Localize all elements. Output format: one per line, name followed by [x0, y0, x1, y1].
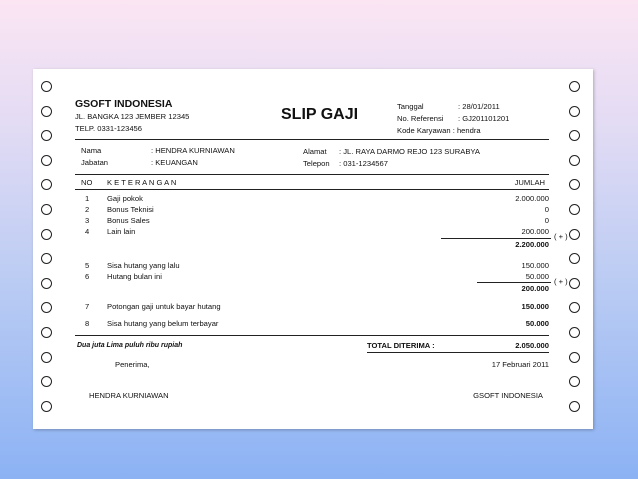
- punch-hole-icon: [569, 106, 580, 117]
- punch-hole-icon: [569, 327, 580, 338]
- alamat-label: Alamat: [303, 147, 327, 156]
- row-8-amount: 50.000: [525, 319, 549, 328]
- total-underline: [367, 352, 549, 353]
- total-label: TOTAL DITERIMA :: [367, 341, 435, 350]
- row-3-no: 3: [85, 216, 90, 225]
- row-5-label: Sisa hutang yang lalu: [107, 261, 180, 270]
- col-jumlah-text: JUMLAH: [514, 178, 545, 187]
- income-plus-mark: ( + ): [554, 232, 568, 241]
- penerima-name: HENDRA KURNIAWAN: [89, 391, 169, 400]
- punch-hole-icon: [41, 155, 52, 166]
- row-5-amount: 150.000: [521, 261, 549, 270]
- header-divider: [75, 139, 549, 140]
- row-3-amount: 0: [544, 216, 549, 225]
- row-8-label: Sisa hutang yang belum terbayar: [107, 319, 219, 328]
- punch-hole-icon: [41, 81, 52, 92]
- row-6-no: 6: [85, 272, 90, 281]
- sign-date: 17 Februari 2011: [491, 360, 549, 369]
- col-no-header: NO: [81, 178, 93, 187]
- punch-hole-icon: [41, 106, 52, 117]
- table-header-rule: [75, 189, 549, 190]
- telepon-label: Telepon: [303, 159, 330, 168]
- company-name: GSOFT INDONESIA: [75, 98, 173, 110]
- punch-hole-icon: [41, 253, 52, 264]
- punch-hole-icon: [41, 327, 52, 338]
- punch-hole-icon: [569, 376, 580, 387]
- row-7-no: 7: [85, 302, 90, 311]
- punch-hole-icon: [569, 155, 580, 166]
- company-address: JL. BANGKA 123 JEMBER 12345: [75, 112, 190, 121]
- company-signature: GSOFT INDONESIA: [473, 391, 543, 400]
- tanggal-value: : 28/01/2011: [458, 102, 500, 111]
- punch-hole-icon: [41, 302, 52, 313]
- punch-hole-icon: [569, 130, 580, 141]
- total-value: 2.050.000: [515, 341, 549, 350]
- row-2-amount: 0: [544, 205, 549, 214]
- row-7-amount: 150.000: [521, 302, 549, 311]
- punch-hole-icon: [41, 278, 52, 289]
- penerima-label: Penerima,: [115, 360, 150, 369]
- punch-hole-icon: [569, 401, 580, 412]
- company-phone: TELP. 0331-123456: [75, 124, 142, 133]
- punch-hole-icon: [569, 352, 580, 363]
- punch-hole-icon: [569, 253, 580, 264]
- tanggal-label: Tanggal: [397, 102, 424, 111]
- income-sum-rule: [441, 238, 551, 239]
- row-7-label: Potongan gaji untuk bayar hutang: [107, 302, 221, 311]
- alamat-value: : JL. RAYA DARMO REJO 123 SURABYA: [339, 147, 480, 156]
- punch-hole-icon: [41, 376, 52, 387]
- row-2-label: Bonus Teknisi: [107, 205, 154, 214]
- punch-hole-icon: [41, 352, 52, 363]
- slip-title: SLIP GAJI: [281, 106, 359, 123]
- punch-hole-icon: [41, 401, 52, 412]
- table-top-rule: [75, 174, 549, 175]
- row-1-no: 1: [85, 194, 90, 203]
- punch-hole-icon: [569, 81, 580, 92]
- punch-hole-icon: [569, 204, 580, 215]
- row-4-label: Lain lain: [107, 227, 136, 236]
- table-bottom-rule: [75, 335, 549, 336]
- debt-total: 200.000: [521, 284, 549, 293]
- salary-slip-paper: [33, 69, 593, 429]
- debt-plus-mark: ( + ): [554, 277, 568, 286]
- debt-sum-rule: [477, 282, 551, 283]
- terbilang-text: Dua juta Lima puluh ribu rupiah: [77, 342, 183, 349]
- income-total: 2.200.000: [515, 240, 549, 249]
- punch-hole-icon: [41, 130, 52, 141]
- row-5-no: 5: [85, 261, 90, 270]
- row-1-label: Gaji pokok: [107, 194, 143, 203]
- row-8-no: 8: [85, 319, 90, 328]
- row-3-label: Bonus Sales: [107, 216, 150, 225]
- punch-hole-icon: [569, 179, 580, 190]
- row-6-amount: 50.000: [525, 272, 549, 281]
- row-1-amount: 2.000.000: [515, 194, 549, 203]
- row-2-no: 2: [85, 205, 90, 214]
- punch-hole-icon: [569, 229, 580, 240]
- punch-hole-icon: [569, 302, 580, 313]
- nama-label: Nama: [81, 146, 102, 155]
- row-4-no: 4: [85, 227, 90, 236]
- punch-hole-icon: [569, 278, 580, 289]
- ref-value: : GJ201101201: [458, 114, 510, 123]
- punch-hole-icon: [41, 229, 52, 240]
- nama-value: : HENDRA KURNIAWAN: [151, 146, 235, 155]
- kode-karyawan: Kode Karyawan : hendra: [397, 126, 481, 135]
- punch-hole-icon: [41, 179, 52, 190]
- row-6-label: Hutang bulan ini: [107, 272, 162, 281]
- left-punch-holes: [41, 81, 55, 425]
- jabatan-value: : KEUANGAN: [151, 158, 198, 167]
- telepon-value: : 031-1234567: [339, 159, 388, 168]
- right-punch-holes: [569, 81, 583, 425]
- row-4-amount: 200.000: [521, 227, 549, 236]
- col-keterangan-header: K E T E R A N G A N: [107, 178, 177, 187]
- punch-hole-icon: [41, 204, 52, 215]
- ref-label: No. Referensi: [397, 114, 444, 123]
- jabatan-label: Jabatan: [81, 158, 109, 167]
